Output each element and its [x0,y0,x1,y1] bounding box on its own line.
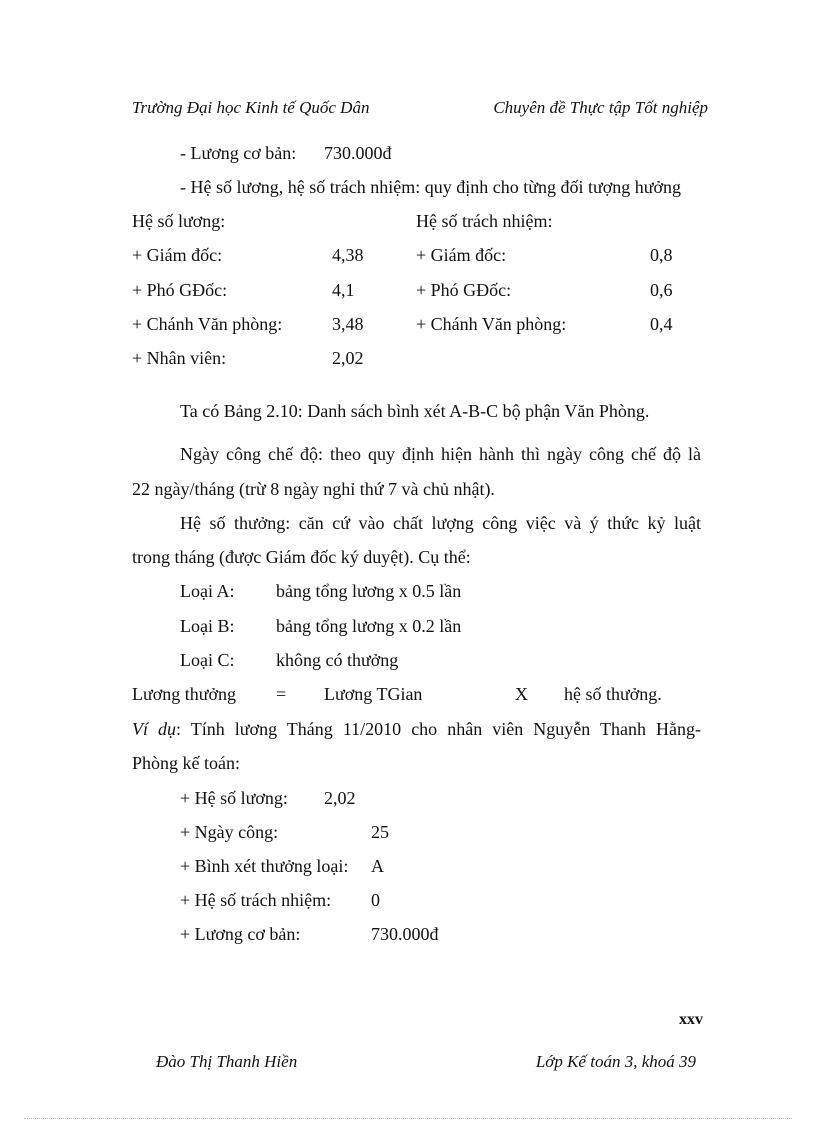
formula-middle: Lương TGian [324,684,423,704]
salary-coef-label: + Nhân viên: [132,348,227,368]
salary-coef-title: Hệ số lương: [132,211,226,231]
workday-line-2: 22 ngày/tháng (trừ 8 ngày nghỉ thứ 7 và chủ nhật). [132,479,495,499]
bonus-type-label: Loại C: [180,650,235,670]
salary-coef-label: + Phó GĐốc: [132,280,228,300]
resp-coef-value: 0,4 [650,314,673,334]
example-item-value: 730.000đ [371,924,439,944]
workday-text-1: Ngày công chế độ: theo quy định hiện hành thì ngày công chế độ là [180,444,701,464]
page-bottom-rule [24,1118,792,1119]
formula-times: X [515,684,528,704]
salary-coef-value: 4,1 [332,280,355,300]
bonus-text-1: Hệ số thưởng: căn cứ vào chất lượng công việc và ý thức kỷ luật [180,513,701,533]
example-item-label: + Bình xét thưởng loại: [180,856,349,876]
example-line-1 [132,718,701,740]
coefficients-line: - Hệ số lương, hệ số trách nhiệm: quy định cho từng đối tượng hưởng [180,177,682,197]
example-prefix: Ví dụ [132,719,177,739]
salary-coef-label: + Chánh Văn phòng: [132,314,283,334]
example-line-2: Phòng kế toán: [132,753,240,773]
resp-coef-value: 0,8 [650,245,673,265]
header-school: Trường Đại học Kinh tế Quốc Dân [132,98,370,117]
bonus-type-value: không có thưởng [276,650,399,670]
basic-salary-label: - Lương cơ bản: [180,143,297,163]
bonus-line-2: trong tháng (được Giám đốc ký duyệt). Cụ thể: [132,547,471,567]
resp-coef-label: + Phó GĐốc: [416,280,512,300]
bonus-type-label: Loại A: [180,581,235,601]
resp-coef-label: + Chánh Văn phòng: [416,314,567,334]
formula-equals: = [276,684,287,704]
basic-salary-value: 730.000đ [324,143,392,163]
workday-line-1 [180,443,701,465]
table-reference: Ta có Bảng 2.10: Danh sách bình xét A-B-C bộ phận Văn Phòng. [180,401,650,421]
example-item-value: 2,02 [324,788,356,808]
bonus-type-value: bảng tổng lương x 0.2 lần [276,616,462,636]
example-text-1: : Tính lương Tháng 11/2010 cho nhân viên Nguyễn Thanh Hằng- [176,719,701,739]
resp-coef-value: 0,6 [650,280,673,300]
footer-class: Lớp Kế toán 3, khoá 39 [535,1052,696,1071]
formula-left: Lương thưởng [132,684,237,704]
example-item-value: 25 [371,822,389,842]
salary-coef-value: 3,48 [332,314,364,334]
bonus-type-label: Loại B: [180,616,235,636]
bonus-type-value: bảng tổng lương x 0.5 lần [276,581,462,601]
example-item-label: + Hệ số lương: [180,788,288,808]
salary-coef-label: + Giám đốc: [132,245,223,265]
example-item-label: + Ngày công: [180,822,279,842]
footer-author: Đào Thị Thanh Hiền [156,1052,298,1071]
example-item-value: 0 [371,890,380,910]
resp-coef-label: + Giám đốc: [416,245,507,265]
salary-coef-value: 4,38 [332,245,364,265]
example-item-label: + Hệ số trách nhiệm: [180,890,332,910]
formula-right: hệ số thưởng. [564,684,662,704]
salary-coef-value: 2,02 [332,348,364,368]
header-report-title: Chuyên đề Thực tập Tốt nghiệp [493,98,708,117]
example-item-label: + Lương cơ bản: [180,924,301,944]
resp-coef-title: Hệ số trách nhiệm: [416,211,553,231]
example-item-value: A [371,856,384,876]
page-number: xxv [679,1011,703,1028]
bonus-line-1 [180,512,701,534]
